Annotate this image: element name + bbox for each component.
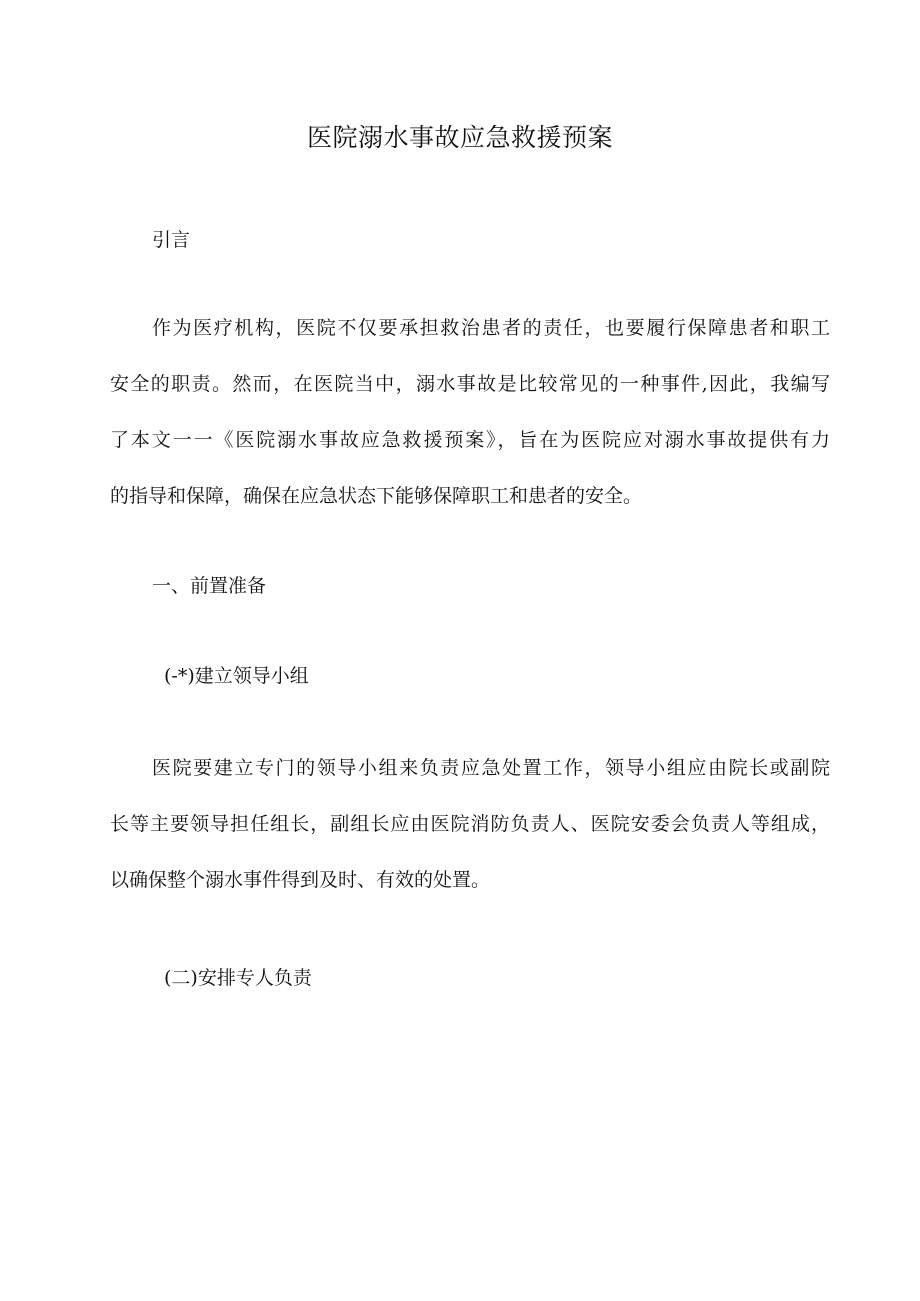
subsection-1-heading: (-*)建立领导小组	[164, 665, 309, 687]
intro-paragraph-line: 安全的职责。然而，在医院当中，溺水事故是比较常见的一种事件,因此，我编写	[110, 373, 830, 395]
intro-paragraph-line: 了本文一一《医院溺水事故应急救援预案》，旨在为医院应对溺水事故提供有力	[110, 429, 830, 451]
subsection-1-paragraph-line: 长等主要领导担任组长，副组长应由医院消防负责人、医院安委会负责人等组成，	[110, 813, 830, 835]
document-title: 医院溺水事故应急救援预案	[306, 123, 613, 152]
intro-paragraph-line: 的指导和保障，确保在应急状态下能够保障职工和患者的安全。	[110, 485, 643, 507]
subsection-1-paragraph-line: 以确保整个溺水事件得到及时、有效的处置。	[110, 869, 491, 891]
subsection-2-heading: (二)安排专人负责	[164, 967, 312, 989]
subsection-1-paragraph	[110, 740, 830, 908]
intro-paragraph-line: 作为医疗机构，医院不仅要承担救治患者的责任，也要履行保障患者和职工	[152, 317, 830, 339]
intro-heading: 引言	[152, 229, 191, 251]
intro-paragraph	[110, 300, 830, 524]
subsection-1-paragraph-line: 医院要建立专门的领导小组来负责应急处置工作，领导小组应由院长或副院	[152, 757, 830, 779]
section-1-heading: 一、前置准备	[152, 575, 267, 597]
